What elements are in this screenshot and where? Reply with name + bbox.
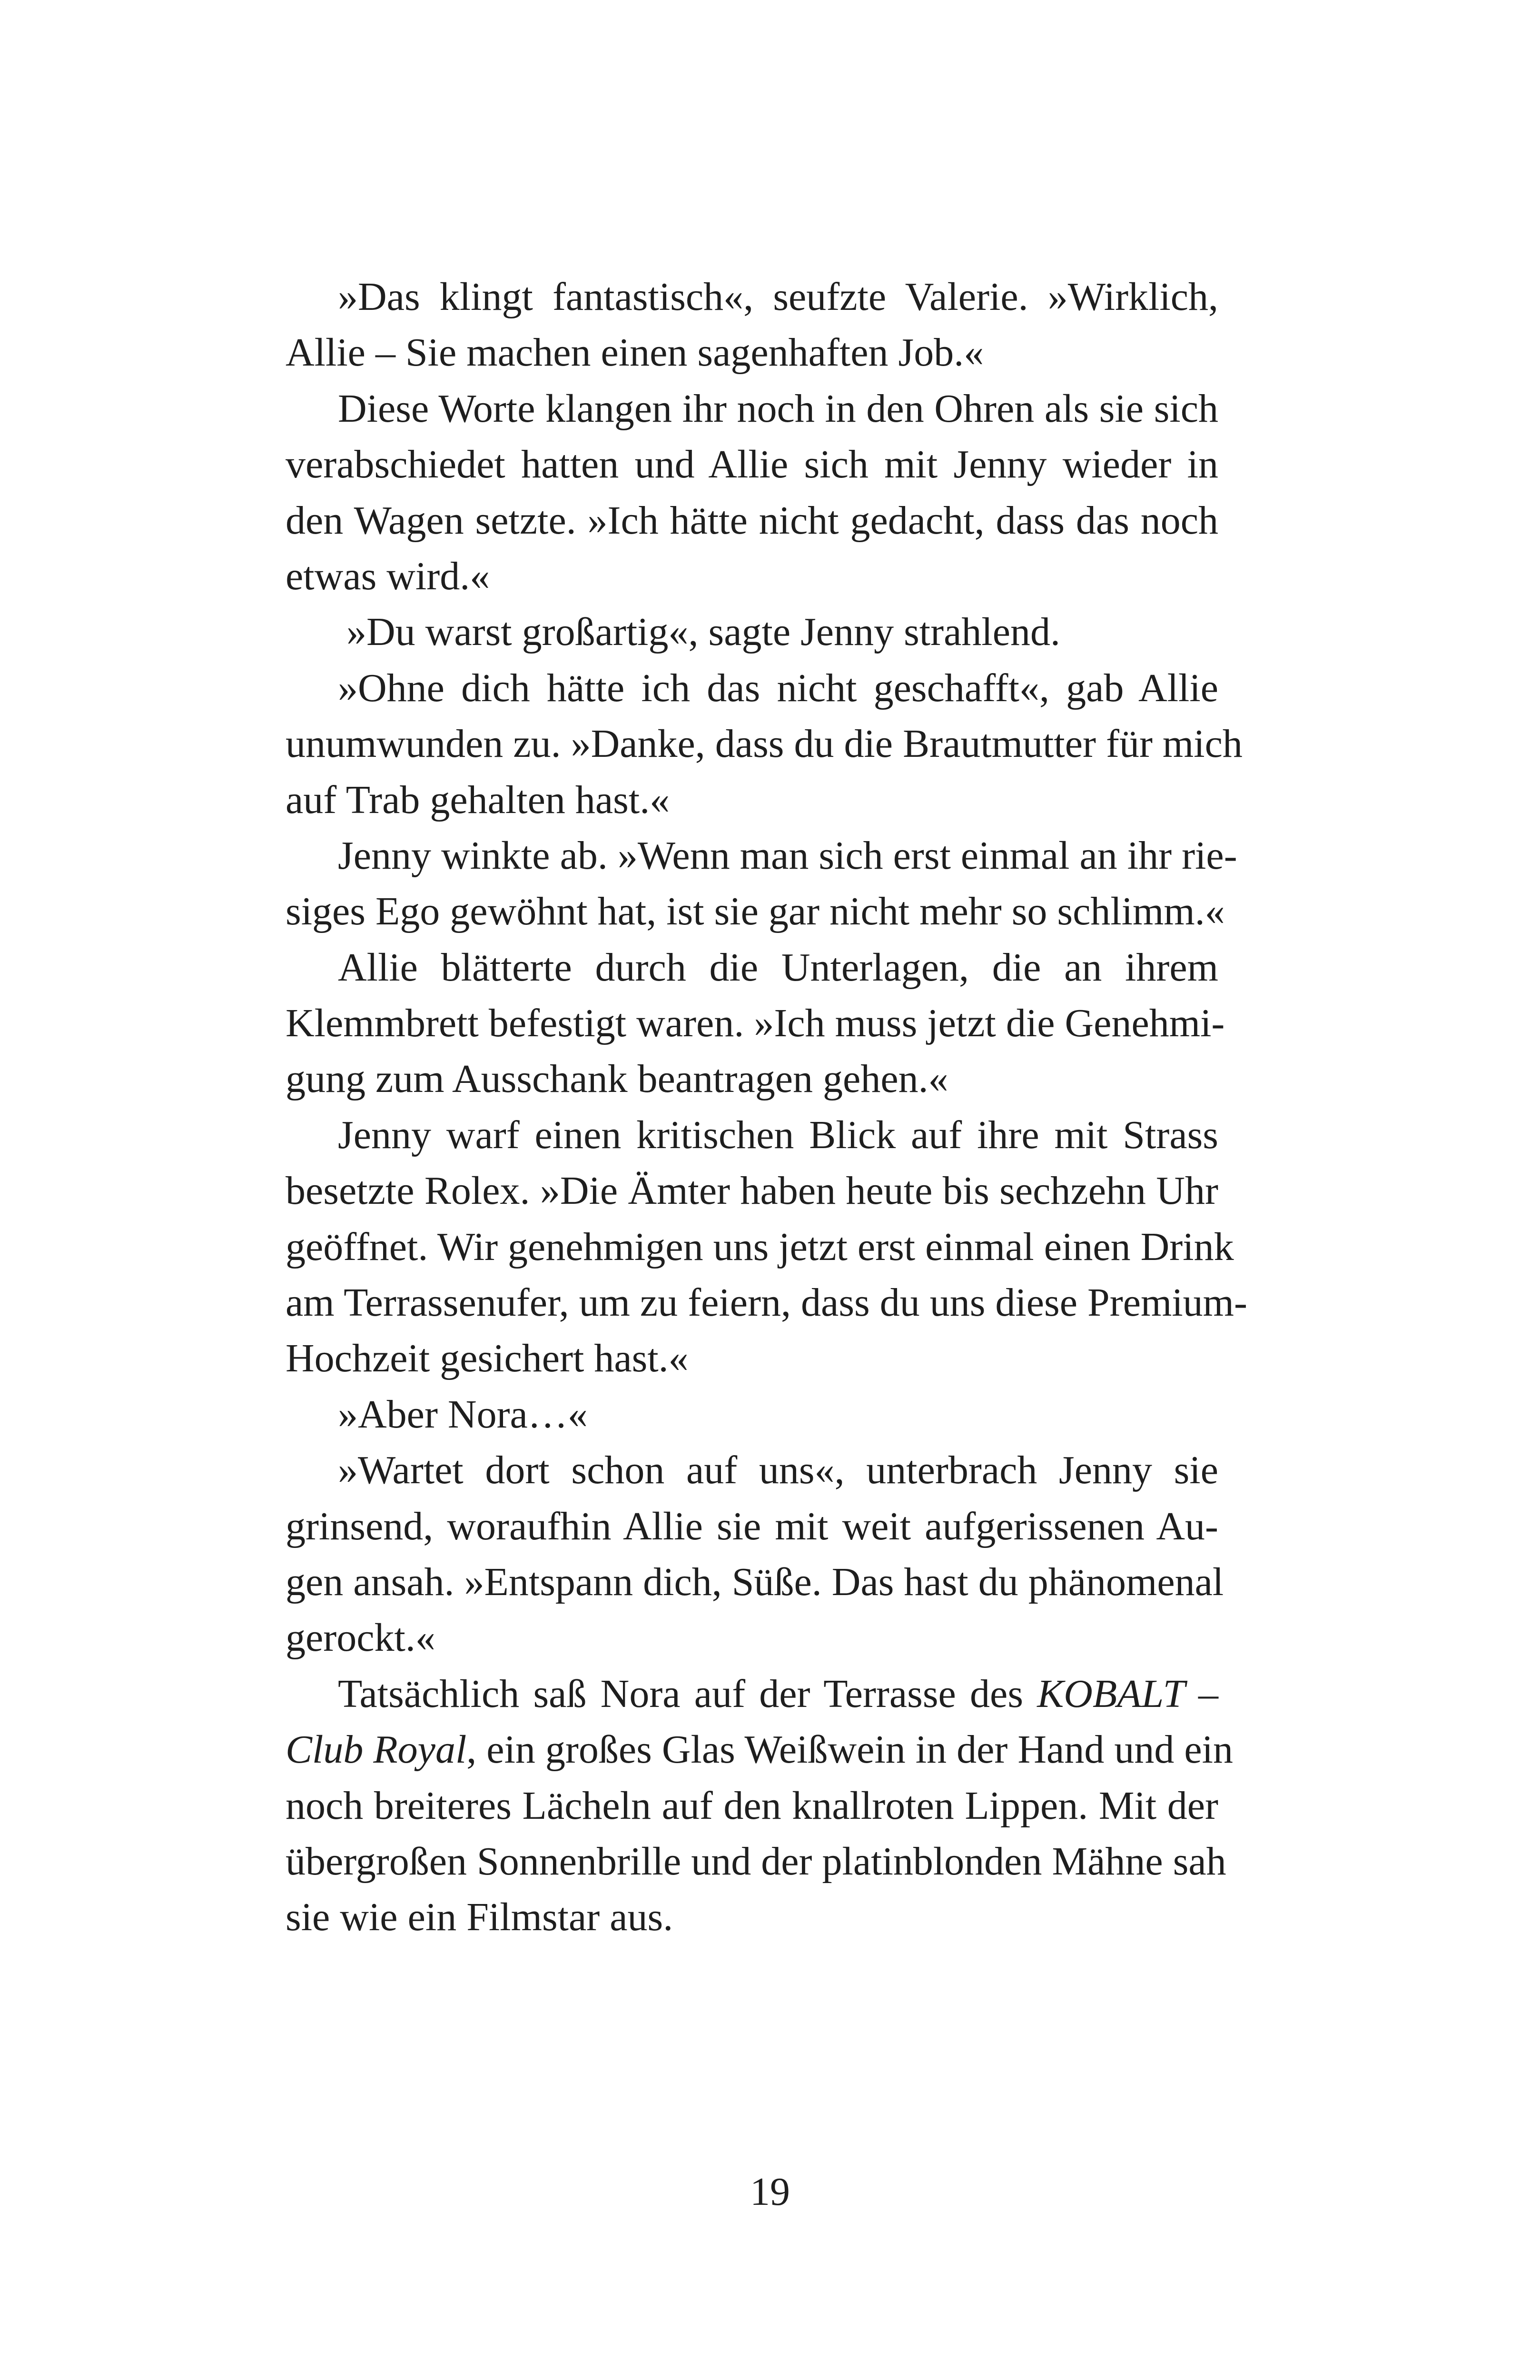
text-line: Allie blätterte durch die Unterlagen, die an ihrem (338, 945, 1218, 990)
text-run: , ein großes Glas Weißwein in der Hand und ein (466, 1727, 1233, 1772)
text-line: »Das klingt fantastisch«, seufzte Valerie. »Wirklich, (338, 275, 1218, 319)
text-line: den Wagen setzte. »Ich hätte nicht gedacht, dass das noch (286, 498, 1218, 543)
text-line: »Wartet dort schon auf uns«, unterbrach Jenny sie (338, 1448, 1218, 1493)
text-line (286, 1666, 1218, 1722)
body-text (286, 269, 1247, 1945)
text-line: gerockt.« (286, 1616, 435, 1660)
text-line: sie wie ein Filmstar aus. (286, 1895, 673, 1940)
text-line: unumwunden zu. »Danke, dass du die Brautmutter für mich (286, 722, 1243, 766)
text-run: Tatsächlich saß Nora auf der Terrasse des (338, 1671, 1037, 1716)
text-line: übergroßen Sonnenbrille und der platinblonden Mähne sah (286, 1839, 1226, 1884)
text-line: etwas wird.« (286, 554, 490, 598)
text-line: »Du warst großartig«, sagte Jenny strahlend. (346, 610, 1060, 654)
text-line: grinsend, woraufhin Allie sie mit weit aufgerissenen Au- (286, 1504, 1218, 1548)
text-line: am Terrassenufer, um zu feiern, dass du uns diese Premium- (286, 1280, 1247, 1325)
text-line: Jenny winkte ab. »Wenn man sich erst einmal an ihr rie- (338, 833, 1237, 878)
italic-club-name: Club Royal (286, 1727, 467, 1772)
text-line: »Aber Nora…« (338, 1392, 588, 1437)
page-number: 19 (750, 2170, 790, 2214)
text-line: Hochzeit gesichert hast.« (286, 1336, 689, 1381)
text-line: siges Ego gewöhnt hat, ist sie gar nicht mehr so schlimm.« (286, 889, 1225, 934)
text-line: geöffnet. Wir genehmigen uns jetzt erst einmal einen Drink (286, 1224, 1234, 1269)
text-line (286, 1722, 1233, 1777)
text-line: Allie – Sie machen einen sagenhaften Job.« (286, 330, 984, 375)
italic-club-name: KOBALT – (1037, 1671, 1218, 1716)
text-line: Diese Worte klangen ihr noch in den Ohren als sie sich (338, 386, 1218, 431)
text-line: gung zum Ausschank beantragen gehen.« (286, 1057, 948, 1101)
text-line: »Ohne dich hätte ich das nicht geschafft«, gab Allie (338, 665, 1218, 710)
text-line: gen ansah. »Entspann dich, Süße. Das hast du phänomenal (286, 1559, 1224, 1604)
text-line: auf Trab gehalten hast.« (286, 777, 670, 822)
text-line: besetzte Rolex. »Die Ämter haben heute bis sechzehn Uhr (286, 1169, 1218, 1213)
text-line: verabschiedet hatten und Allie sich mit Jenny wieder in (286, 442, 1218, 487)
text-line: noch breiteres Lächeln auf den knallroten Lippen. Mit der (286, 1783, 1218, 1828)
text-line: Klemmbrett befestigt waren. »Ich muss jetzt die Genehmi- (286, 1001, 1225, 1046)
text-line: Jenny warf einen kritischen Blick auf ihre mit Strass (338, 1112, 1218, 1157)
